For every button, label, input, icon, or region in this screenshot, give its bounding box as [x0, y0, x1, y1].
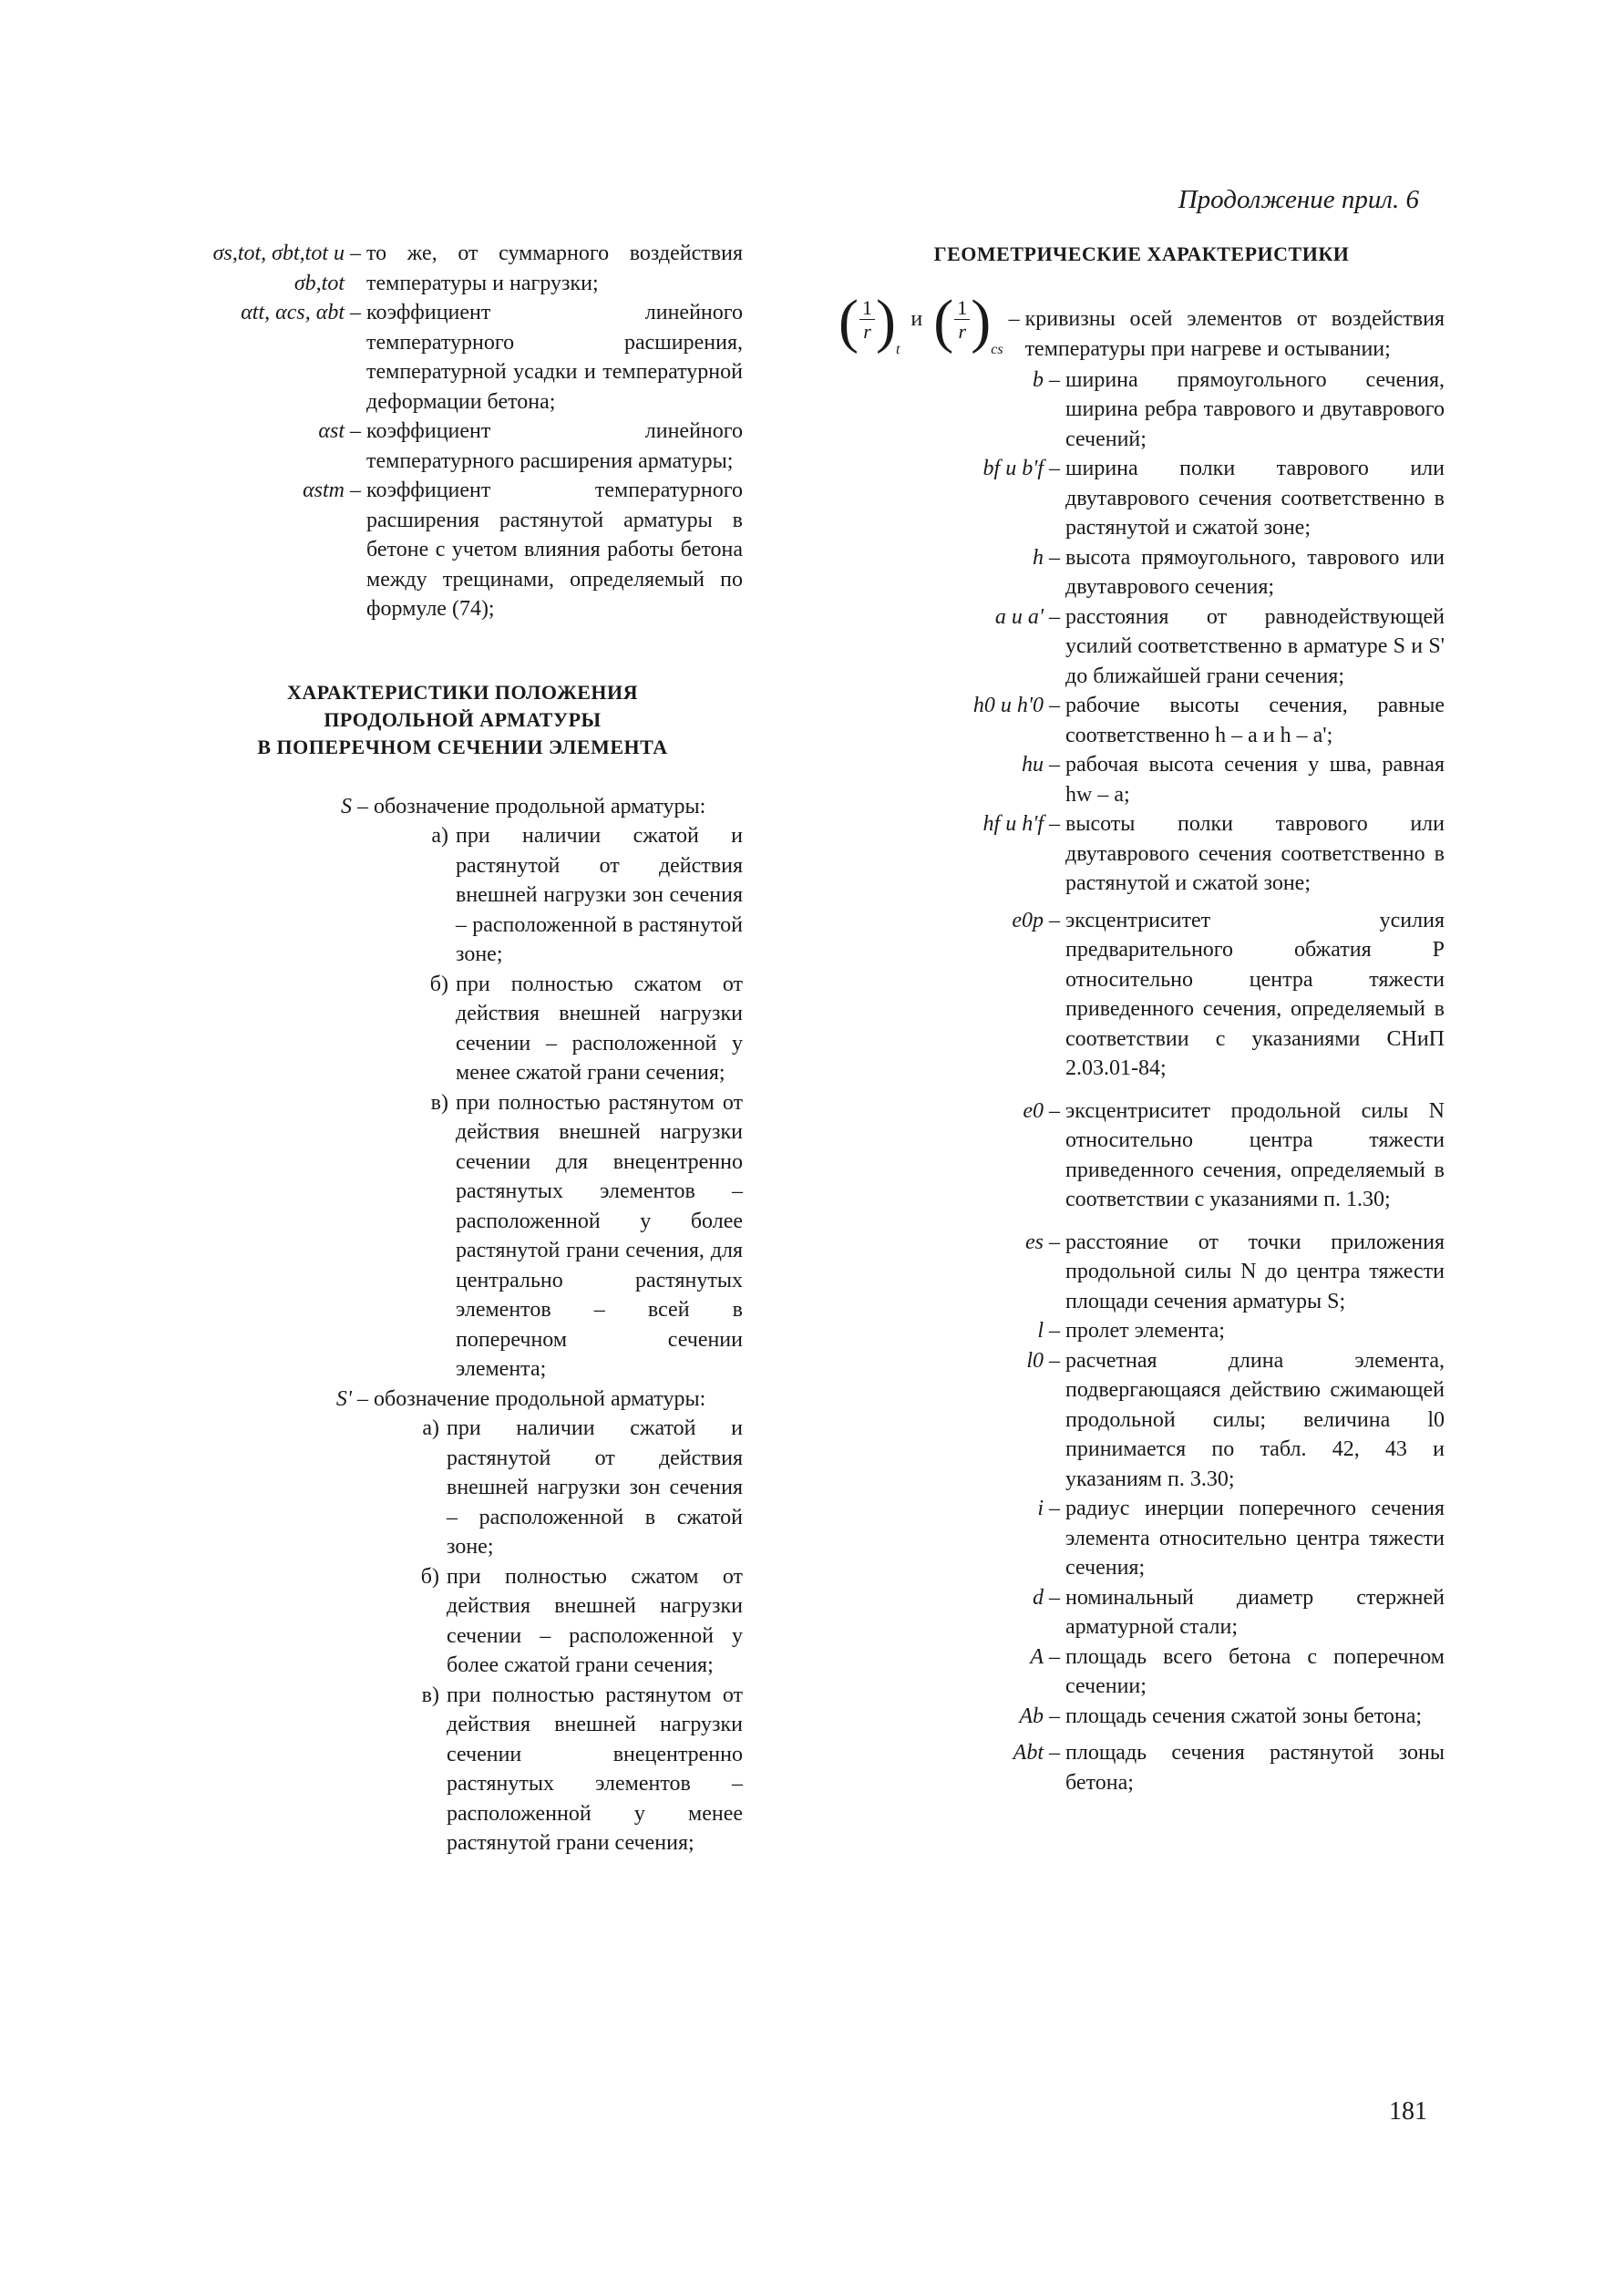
- definition-text: высота прямоугольного, таврового или двутаврового сечения;: [1065, 545, 1445, 599]
- symbol: i: [1037, 1497, 1044, 1520]
- definition-e0: [838, 1097, 1445, 1215]
- symbol: αtt, αcs, αbt: [241, 301, 345, 324]
- definition-h: [838, 543, 1445, 602]
- item-marker: а): [431, 824, 448, 848]
- item-text: при полностью сжатом от действия внешней нагрузки сечении – расположенной у более сжатой грани сечения;: [447, 1564, 743, 1677]
- left-paren: (: [838, 288, 859, 355]
- fraction-numerator: 1: [859, 297, 875, 320]
- dash: –: [1049, 1348, 1060, 1373]
- definition-text: обозначение продольной арматуры:: [374, 1386, 706, 1411]
- dash: –: [1049, 545, 1060, 570]
- item-marker: б): [420, 1564, 439, 1589]
- definition-text: расстояния от равнодействующей усилий соответственно в арматуре S и S' до ближайшей грани сечения;: [1065, 604, 1445, 688]
- symbol: es: [1025, 1230, 1044, 1254]
- symbol: e0: [1023, 1098, 1044, 1123]
- definition-text: эксцентриситет продольной силы N относительно центра тяжести приведенного сечения, определяемый в соответствии с указаниями п. 1.30;: [1065, 1098, 1445, 1211]
- definition-d: [838, 1583, 1445, 1642]
- dash: –: [1049, 1585, 1060, 1610]
- definition-text: площадь сечения растянутой зоны бетона;: [1065, 1741, 1445, 1795]
- item-marker: б): [429, 972, 448, 996]
- dash: –: [1049, 1098, 1060, 1123]
- dash: –: [1049, 1230, 1060, 1254]
- definition-s: [321, 792, 743, 822]
- symbol: αstm: [303, 479, 345, 502]
- continuation-header: Продолжение прил. 6: [1178, 185, 1419, 214]
- list-item: [417, 821, 743, 970]
- definition-hu: [838, 750, 1445, 809]
- definition-text: ширина прямоугольного сечения, ширина ребра таврового и двутаврового сечений;: [1065, 367, 1445, 451]
- fraction: [859, 297, 875, 343]
- definition-text: коэффициент линейного температурного расширения, температурной усадки и температурной деформации бетона;: [366, 301, 743, 414]
- item-text: при полностью растянутом от действия внешней нагрузки сечении для внецентренно растянутых элементов – расположенной у более растянутой грани сечения, для центрально растянутых элементов – всей в поперечном сечении элемента;: [456, 1090, 743, 1381]
- definition-A: [838, 1642, 1445, 1702]
- section-heading-geometry: ГЕОМЕТРИЧЕСКИЕ ХАРАКТЕРИСТИКИ: [933, 242, 1350, 265]
- definition-alpha-st: [182, 417, 743, 476]
- item-text: при наличии сжатой и растянутой от действия внешней нагрузки зон сечения – расположенной в растянутой зоне;: [456, 824, 743, 966]
- item-marker: в): [421, 1683, 439, 1707]
- definition-text: коэффициент температурного расширения растянутой арматуры в бетоне с учетом влияния работы бетона между трещинами, определяемый по формуле (74);: [366, 479, 743, 621]
- symbol: hu: [1022, 753, 1044, 777]
- definition-s-prime: [310, 1385, 743, 1415]
- list-item: [408, 1681, 743, 1858]
- fraction: [954, 297, 970, 343]
- symbol: S: [341, 794, 352, 819]
- dash: –: [357, 794, 368, 819]
- definition-e0p: [838, 906, 1445, 1084]
- item-marker: а): [422, 1416, 439, 1440]
- symbol: l0: [1026, 1348, 1044, 1373]
- dash: –: [350, 479, 361, 502]
- list-item: [408, 1414, 743, 1562]
- dash: –: [357, 1386, 368, 1411]
- symbol: bf и b'f: [982, 457, 1044, 480]
- symbol: h: [1033, 545, 1044, 570]
- definition-text: коэффициент линейного температурного расширения арматуры;: [366, 419, 743, 473]
- dash: –: [1049, 812, 1060, 836]
- dash: –: [1049, 1497, 1060, 1520]
- definition-curvature: [838, 288, 1445, 366]
- dash: –: [1049, 1319, 1060, 1343]
- definition-h0: [838, 691, 1445, 750]
- symbol: Abt: [1013, 1741, 1044, 1765]
- list-item: [408, 1562, 743, 1681]
- definition-text: то же, от суммарного воздействия температуры и нагрузки;: [366, 242, 743, 295]
- definition-es: [838, 1228, 1445, 1317]
- curvature-symbol: [838, 288, 1003, 366]
- definition-text: радиус инерции поперечного сечения элемента относительно центра тяжести сечения;: [1065, 1497, 1445, 1580]
- fraction-numerator: 1: [954, 297, 970, 320]
- dash: –: [350, 301, 361, 324]
- symbol: σs,tot, σbt,tot и σb,tot: [212, 242, 345, 295]
- definition-l: [838, 1316, 1445, 1346]
- definition-Abt: [838, 1738, 1445, 1797]
- definition-text: эксцентриситет усилия предварительного обжатия P относительно центра тяжести приведенного сечения, определяемый в соответствии с указаниями СНиП 2.03.01-84;: [1065, 908, 1445, 1080]
- section-heading-line: В ПОПЕРЕЧНОМ СЕЧЕНИИ ЭЛЕМЕНТА: [257, 735, 668, 758]
- dash: –: [1049, 604, 1060, 629]
- fraction-denominator: r: [863, 320, 871, 343]
- symbol: αst: [318, 419, 345, 443]
- right-paren: ): [875, 288, 896, 355]
- definition-text: пролет элемента;: [1065, 1319, 1225, 1343]
- subscript: cs: [991, 342, 1003, 357]
- definition-text: номинальный диаметр стержней арматурной стали;: [1065, 1585, 1445, 1639]
- dash: –: [350, 419, 361, 443]
- definition-text: высоты полки таврового или двутаврового сечения соответственно в растянутой и сжатой зоне;: [1065, 812, 1445, 895]
- symbol: h0 и h'0: [972, 694, 1044, 717]
- definition-text: рабочая высота сечения у шва, равная hw – a;: [1065, 753, 1445, 807]
- symbol: b: [1033, 367, 1044, 392]
- item-text: при полностью сжатом от действия внешней нагрузки сечении – расположенной у менее сжатой грани сечения;: [456, 972, 743, 1085]
- dash: –: [1049, 694, 1060, 717]
- symbol: e0p: [1012, 908, 1044, 932]
- dash: –: [1049, 367, 1060, 392]
- definition-text: расстояние от точки приложения продольной силы N до центра тяжести площади сечения арматуры S;: [1065, 1230, 1445, 1313]
- conjunction: и: [910, 307, 923, 331]
- symbol: S': [335, 1386, 352, 1411]
- list-item: [417, 970, 743, 1088]
- definition-i: [838, 1494, 1445, 1583]
- definition-l0: [838, 1346, 1445, 1495]
- symbol: Ab: [1019, 1704, 1044, 1728]
- definition-bf: [838, 454, 1445, 543]
- list-item: [417, 1088, 743, 1385]
- definition-text: рабочие высоты сечения, равные соответственно h – a и h – a';: [1065, 694, 1445, 747]
- dash: –: [1049, 1644, 1060, 1669]
- subscript: t: [895, 342, 900, 357]
- definition-sigma-tot: [182, 239, 743, 298]
- symbol: a и a': [994, 604, 1044, 629]
- dash: –: [1008, 307, 1020, 331]
- definition-text: кривизны осей элементов от воздействия температуры при нагреве и остывании;: [1024, 307, 1445, 361]
- definition-text: ширина полки таврового или двутаврового сечения соответственно в растянутой и сжатой зоне;: [1065, 457, 1445, 540]
- definition-text: обозначение продольной арматуры:: [374, 794, 706, 819]
- definition-text: расчетная длина элемента, подвергающаяся действию сжимающей продольной силы; величина l0 принимается по табл. 42, 43 и указаниям п. 3.30;: [1065, 1348, 1445, 1491]
- symbol: hf и h'f: [982, 812, 1044, 836]
- left-column: [182, 239, 743, 1858]
- definition-Ab: [838, 1702, 1445, 1732]
- right-paren: ): [971, 288, 992, 355]
- dash: –: [350, 242, 361, 265]
- fraction-denominator: r: [958, 320, 967, 343]
- item-text: при наличии сжатой и растянутой от действия внешней нагрузки зон сечения – расположенной в сжатой зоне;: [447, 1416, 743, 1559]
- definition-a: [838, 602, 1445, 692]
- symbol: A: [1030, 1644, 1044, 1669]
- definition-b: [838, 366, 1445, 455]
- dash: –: [1049, 1704, 1060, 1728]
- item-marker: в): [430, 1090, 448, 1115]
- dash: –: [1049, 457, 1060, 480]
- definition-hf: [838, 809, 1445, 899]
- definition-alpha-tt: [182, 298, 743, 417]
- definition-alpha-stm: [182, 476, 743, 624]
- right-column: [838, 239, 1445, 1797]
- dash: –: [1049, 908, 1060, 932]
- item-text: при полностью растянутом от действия внешней нагрузки сечении внецентренно растянутых элементов – расположенной у менее растянутой грани сечения;: [447, 1683, 743, 1855]
- definition-text: площадь сечения сжатой зоны бетона;: [1065, 1704, 1423, 1728]
- definition-text: площадь всего бетона с поперечном сечении;: [1065, 1644, 1445, 1698]
- dash: –: [1049, 1741, 1060, 1765]
- symbol: d: [1033, 1585, 1044, 1610]
- symbol: l: [1037, 1319, 1044, 1343]
- section-heading-reinforcement: [182, 679, 743, 761]
- page-number: 181: [1389, 2097, 1427, 2126]
- section-heading-line: ПРОДОЛЬНОЙ АРМАТУРЫ: [324, 707, 602, 731]
- left-paren: (: [933, 288, 954, 355]
- dash: –: [1049, 753, 1060, 777]
- section-heading-line: ХАРАКТЕРИСТИКИ ПОЛОЖЕНИЯ: [286, 680, 638, 704]
